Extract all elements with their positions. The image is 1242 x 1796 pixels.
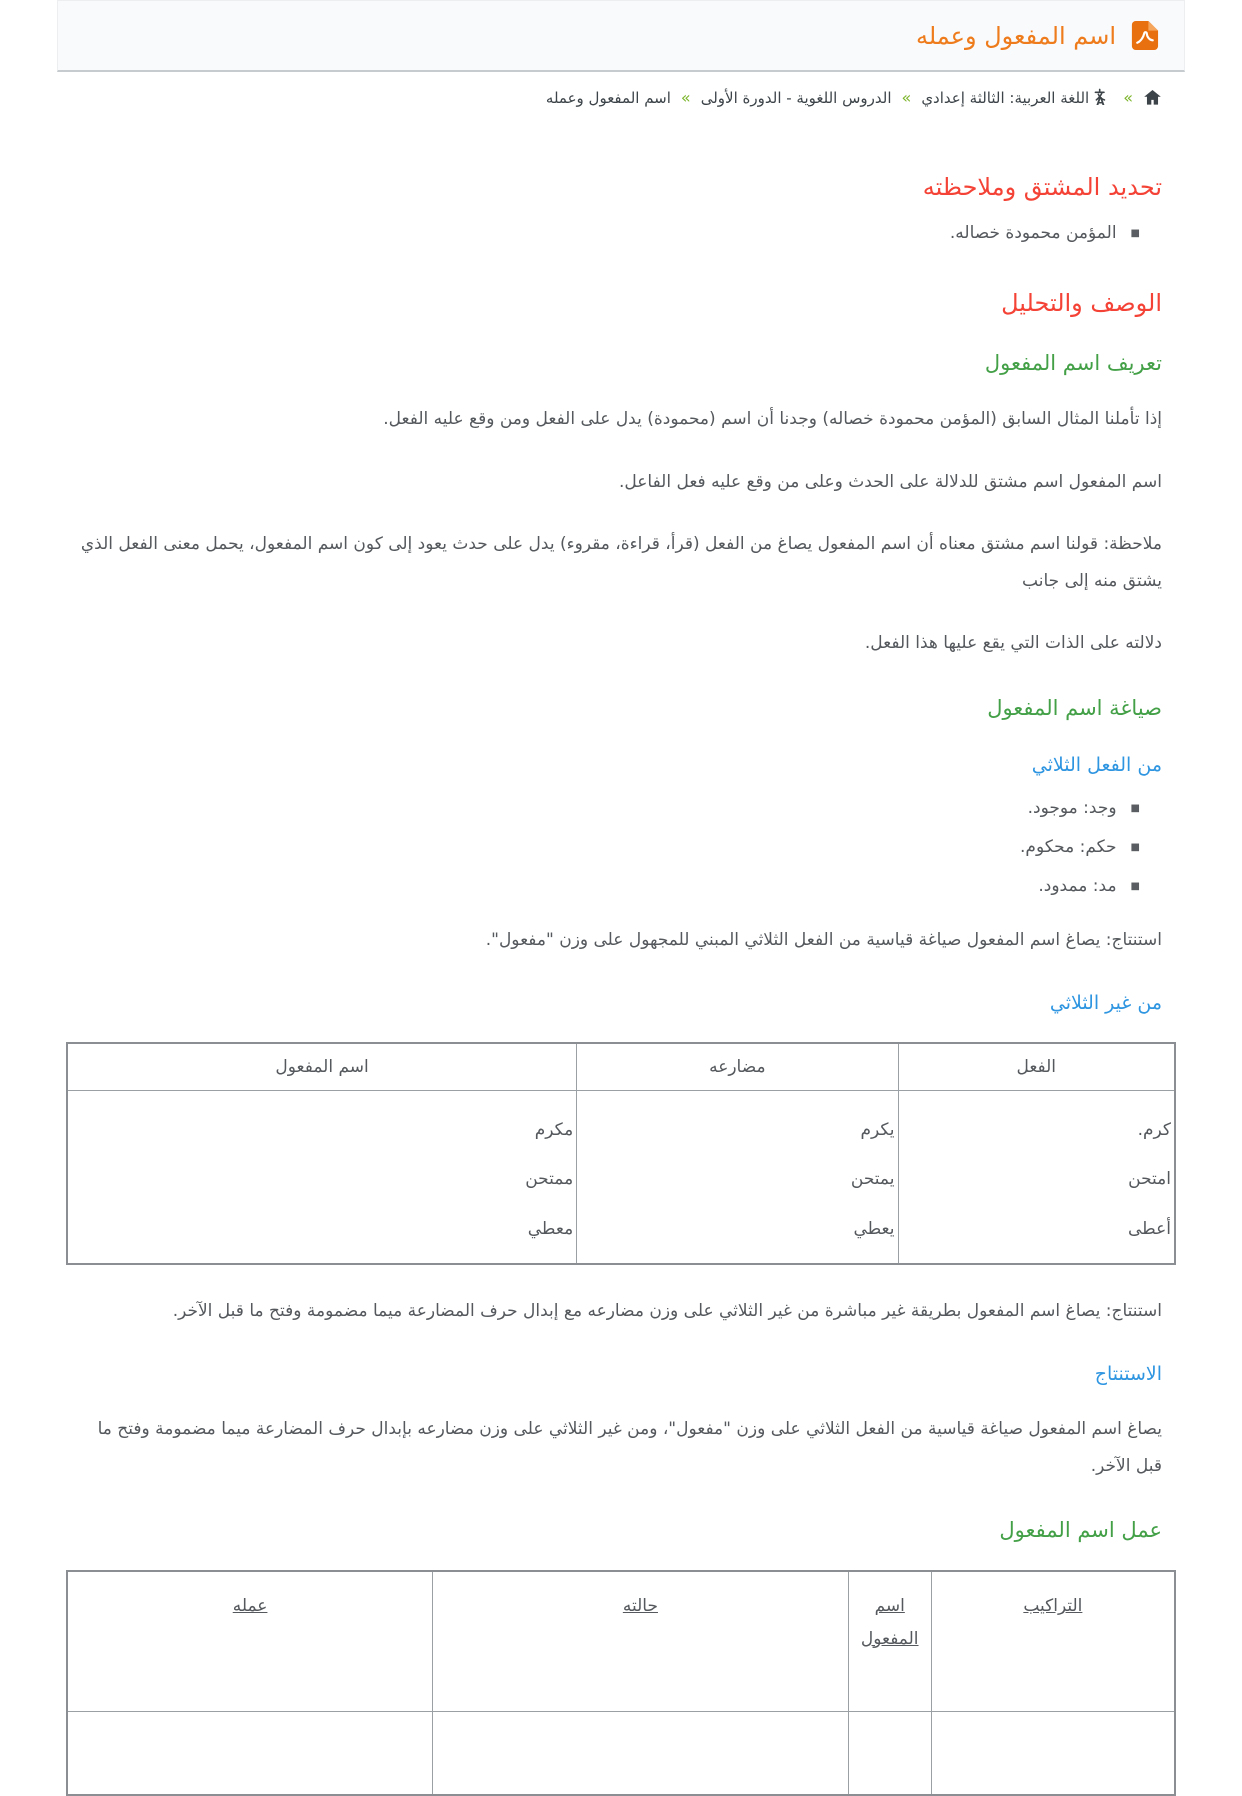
paragraph: يصاغ اسم المفعول صياغة قياسية من الفعل الثلاثي على وزن "مفعول"، ومن غير الثلاثي على وزن مضارعه بإبدال حرف المضارعة ميما مضمومة وفتح ما قبل الآخر. [97,1419,1162,1476]
subsubsection-trilateral: من الفعل الثلاثي [1031,753,1162,776]
column-header-function: عمله [67,1571,433,1712]
list-item: ■ حكم: محكوم. [78,837,1140,857]
column-header-verb: الفعل [898,1043,1175,1091]
paragraph: إذا تأملنا المثال السابق (المؤمن محمودة خصاله) وجدنا أن اسم (محمودة) يدل على الفعل ومن وقع عليه الفعل. [383,409,1162,429]
breadcrumb-link-lesson[interactable]: اسم المفعول وعمله [545,88,671,107]
column-header-passive-participle: اسم المفعول [848,1571,931,1712]
breadcrumb-separator: » [1123,88,1133,107]
paragraph: استنتاج: يصاغ اسم المفعول صياغة قياسية من الفعل الثلاثي المبني للمجهول على وزن "مفعول". [485,929,1162,950]
home-icon[interactable] [1143,88,1162,107]
subsubsection-non-trilateral: من غير الثلاثي [1049,992,1162,1015]
breadcrumb-separator: » [680,88,691,107]
lesson-content [0,173,1242,1796]
table-row [67,1205,1175,1264]
column-header-state: حالته [433,1571,849,1712]
table-row [67,1155,1175,1204]
example-list [78,223,1164,243]
table-cell: ممتحن [525,1169,574,1190]
table-cell: أعطى [898,1205,1175,1264]
subsection-formation: صياغة اسم المفعول [987,695,1162,720]
paragraph: دلالته على الذات التي يقع عليها هذا الفعل. [864,633,1162,654]
table-header-row [67,1571,1175,1712]
section-title-observe: تحديد المشتق وملاحظته [922,173,1162,201]
page-title: اسم المفعول وعمله [915,21,1116,50]
breadcrumb-link-course[interactable]: الدروس اللغوية - الدورة الأولى [700,88,892,107]
pdf-icon[interactable] [1129,20,1160,51]
paragraph: اسم المفعول اسم مشتق للدلالة على الحدث وعلى من وقع عليه فعل الفاعل. [618,471,1162,492]
list-item: ■ المؤمن محمودة خصاله. [78,223,1140,243]
table-cell: يمتحن [577,1155,898,1204]
paragraph: ملاحظة: قولنا اسم مشتق معناه أن اسم المفعول يصاغ من الفعل (قرأ، قراءة، مقروء) يدل على حدث يعود إلى كون اسم المفعول، يحمل معنى الفعل الذي يشتق منه إلى جانب [80,534,1162,591]
table-cell: مكرم [534,1120,574,1141]
column-header-structures: التراكيب [931,1571,1175,1712]
subsubsection-conclusion: الاستنتاج [1094,1363,1162,1386]
list-item: ■ وجد: موجود. [78,798,1140,818]
subsection-definition: تعريف اسم المفعول [984,351,1162,375]
table-cell: يعطي [577,1205,898,1264]
page-header-card [57,0,1185,72]
table-cell: يكرم [577,1091,898,1156]
table-cell: امتحن [898,1155,1175,1204]
paragraph: استنتاج: يصاغ اسم المفعول بطريقة غير مباشرة من غير الثلاثي على وزن مضارعه مع إبدال حرف المضارعة ميما مضمومة وفتح ما قبل الآخر. [172,1300,1162,1321]
breadcrumb-separator: » [901,88,912,107]
function-table [66,1570,1176,1796]
table-cell: معطي [527,1218,574,1239]
subsection-function: عمل اسم المفعول [999,1518,1162,1543]
list-item: ■ مد: ممدود. [78,876,1140,896]
svg-text:A: A [1096,96,1105,107]
table-row [67,1091,1175,1156]
breadcrumb-link-subject[interactable]: اللغة العربية: الثالثة إعدادي [921,88,1090,107]
breadcrumb [80,88,1162,107]
column-header-present: مضارعه [577,1043,898,1091]
trilateral-examples-list [78,798,1164,896]
table-cell: كرم. [898,1091,1175,1156]
translate-icon [1094,88,1113,107]
section-title-analysis: الوصف والتحليل [1001,289,1162,317]
breadcrumb-item-subject[interactable] [921,88,1113,107]
column-header-passive-participle: اسم المفعول [67,1043,577,1091]
table-header-row [67,1043,1175,1091]
verbs-table [66,1042,1176,1265]
